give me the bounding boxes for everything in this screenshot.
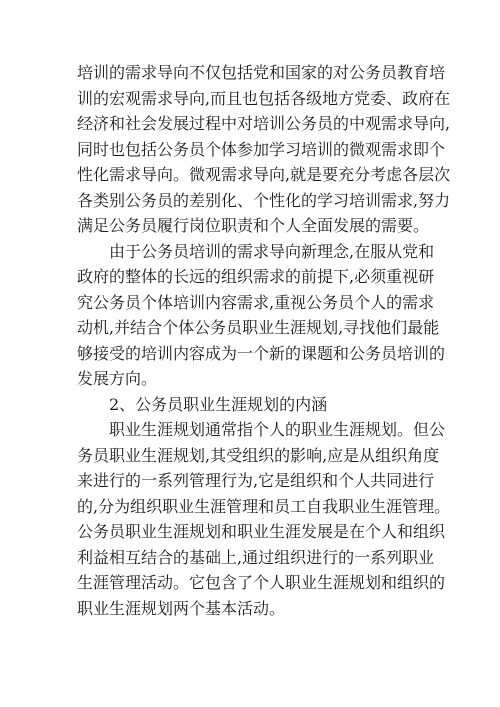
text-line: 由于公务员培训的需求导向新理念,在服从党和 (109, 241, 435, 261)
text-line: 发展方向。 (77, 369, 158, 388)
text-line: 职业生涯规划通常指个人的职业生涯规划。但公 (109, 420, 446, 439)
text-line: 培训的需求导向不仅包括党和国家的对公务员教育培 (77, 63, 446, 82)
text-line: 生涯管理活动。它包含了个人职业生涯规划和组织的 (77, 573, 446, 592)
text-line: 政府的整体的长远的组织需求的前提下,必须重视研 (77, 267, 435, 286)
text-line: 究公务员个体培训内容需求,重视公务员个人的需求 (77, 292, 435, 312)
text-line: 满足公务员履行岗位职责和个人全面发展的需要。 (77, 216, 430, 235)
text-line: 经济和社会发展过程中对培训公务员的中观需求导向, (77, 114, 451, 133)
text-line: 性化需求导向。微观需求导向,就是要充分考虑各层次 (77, 165, 451, 184)
text-line: 职业生涯规划两个基本活动。 (77, 598, 286, 618)
text-line: 务员职业生涯规划,其受组织的影响,应是从组织角度 (77, 445, 440, 465)
text-line: 同时也包括公务员个体参加学习培训的微观需求即个 (77, 139, 446, 159)
text-line: 公务员职业生涯规划和职业生涯发展是在个人和组织 (77, 522, 446, 541)
text-line: 训的宏观需求导向,而且也包括各级地方党委、政府在 (77, 88, 451, 108)
text-line: 够接受的培训内容成为一个新的课题和公务员培训的 (77, 343, 446, 363)
text-line: 利益相互结合的基础上,通过组织进行的一系列职业 (77, 547, 435, 567)
text-line: 各类别公务员的差别化、个性化的学习培训需求,努力 (77, 190, 451, 210)
text-line: 来进行的一系列管理行为,它是组织和个人共同进行 (77, 471, 435, 490)
text-line: 2、公务员职业生涯规划的内涵 (109, 394, 328, 414)
document-body (77, 60, 451, 621)
text-line: 动机,并结合个体公务员职业生涯规划,寻找他们最能 (77, 318, 440, 337)
text-line: 的,分为组织职业生涯管理和员工自我职业生涯管理。 (77, 496, 451, 516)
